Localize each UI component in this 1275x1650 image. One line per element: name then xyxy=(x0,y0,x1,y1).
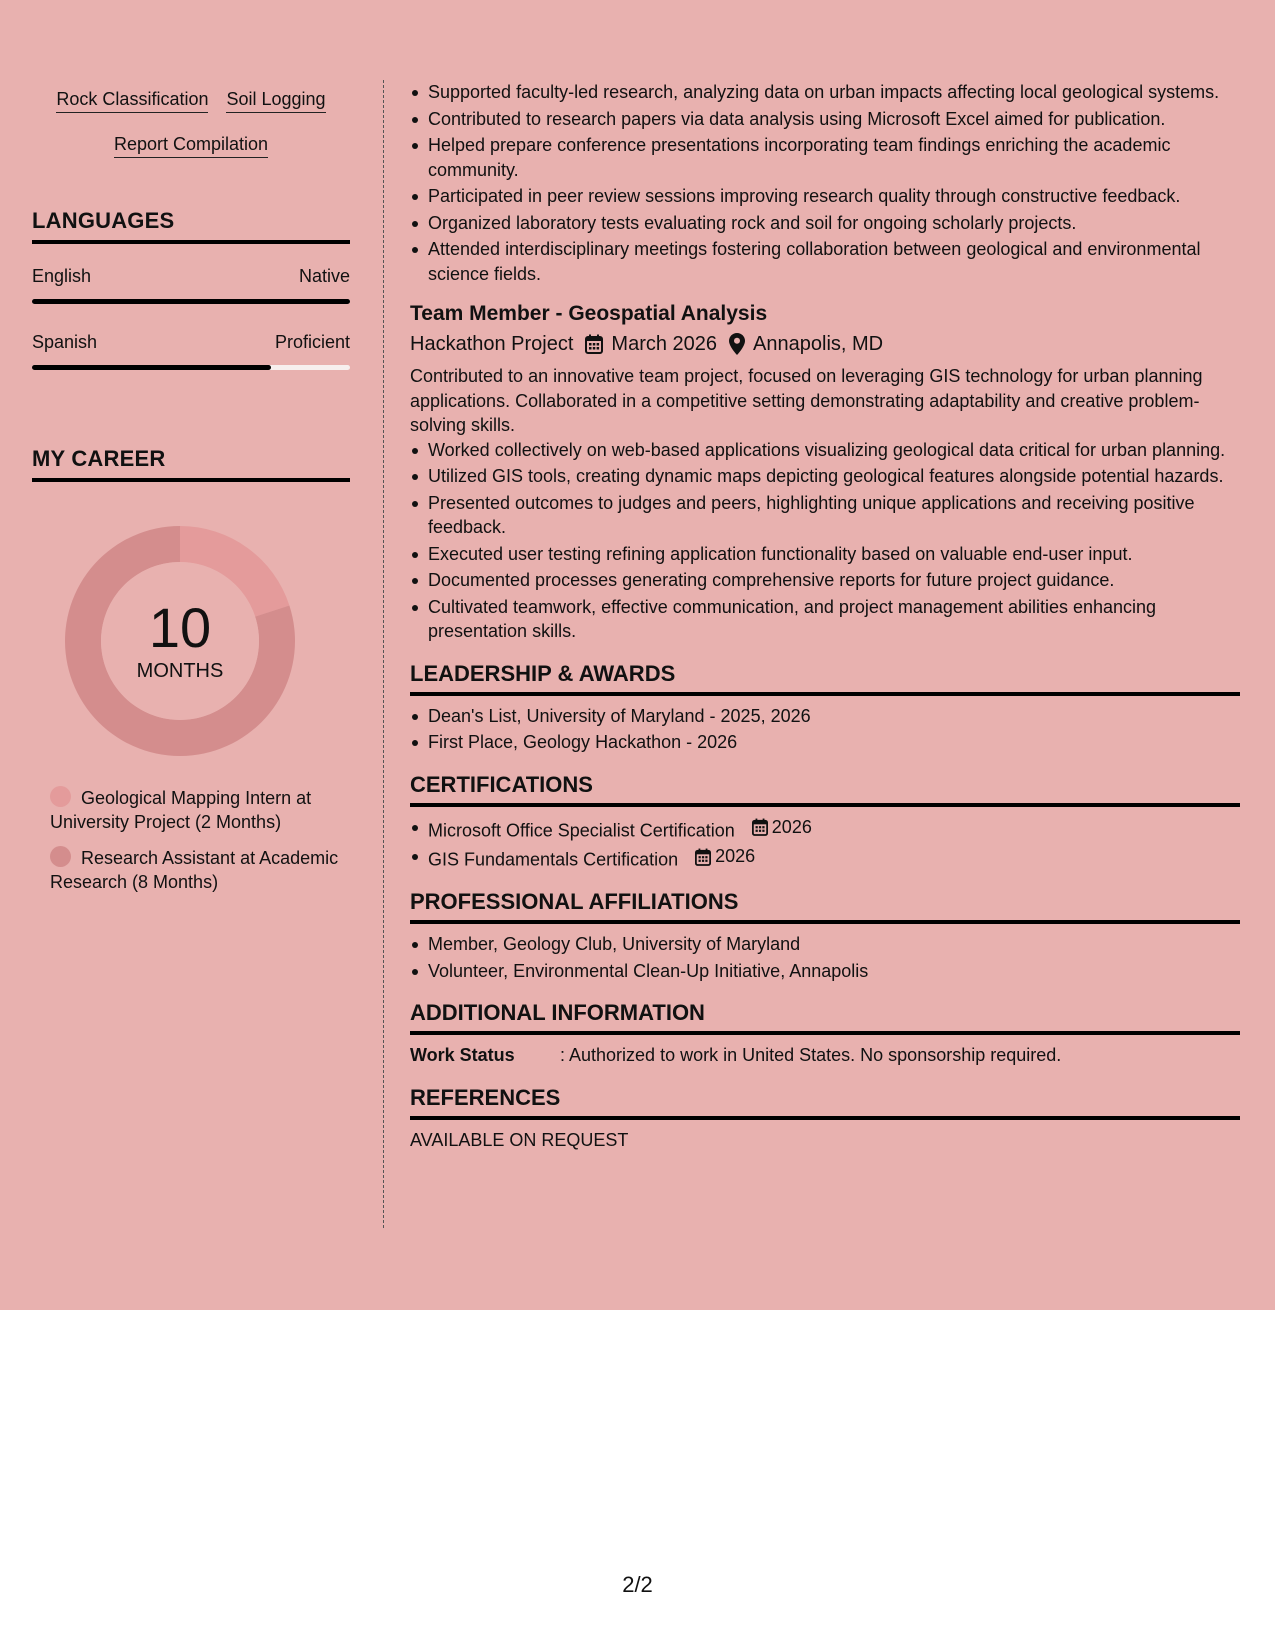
career-total-unit: MONTHS xyxy=(136,660,224,682)
work-status-key: Work Status xyxy=(410,1045,515,1065)
language-name: English xyxy=(32,266,92,286)
language-bar-fill xyxy=(32,299,350,304)
page-number: 2/2 xyxy=(622,1572,653,1597)
location-pin-icon xyxy=(729,333,745,355)
job-title: Team Member - Geospatial Analysis xyxy=(410,302,768,325)
job-meta xyxy=(410,330,1240,358)
language-bar-fill xyxy=(32,365,271,370)
calendar-icon xyxy=(695,848,711,866)
job-description: Contributed to an innovative team project, focused on leveraging GIS technology for urban planning applications. Collaborated in a competitive setting demonstrating adaptability and creative problem-solving skills. xyxy=(410,366,1203,435)
language-level: Proficient xyxy=(274,332,350,352)
bullet-item: Presented outcomes to judges and peers, highlighting unique applications and receiving positive feedback. xyxy=(410,491,1240,540)
bullet-item: Volunteer, Environmental Clean-Up Initiative, Annapolis xyxy=(410,959,1240,984)
references-title: REFERENCES xyxy=(410,1084,1240,1120)
certification-year-text: 2026 xyxy=(715,846,756,867)
legend-dot xyxy=(50,846,71,867)
career-donut xyxy=(65,526,295,756)
certification-item xyxy=(410,815,1240,843)
left-column xyxy=(32,78,350,906)
additional-info-title: ADDITIONAL INFORMATION xyxy=(410,999,1240,1035)
bullet-item: Cultivated teamwork, effective communication, and project management abilities enhancing presentation skills. xyxy=(410,595,1240,644)
right-column xyxy=(410,80,1240,1152)
legend-item xyxy=(50,786,340,834)
career-total-number: 10 xyxy=(148,596,212,659)
languages-section xyxy=(32,208,350,370)
job-date: March 2026 xyxy=(611,333,718,355)
certification-year xyxy=(752,815,812,840)
bullet-item: Attended interdisciplinary meetings fostering collaboration between geological and environmental science fields. xyxy=(410,237,1240,286)
languages-title: LANGUAGES xyxy=(32,208,350,244)
bullet-item: Documented processes generating comprehensive reports for future project guidance. xyxy=(410,568,1240,593)
references-text: AVAILABLE ON REQUEST xyxy=(410,1129,629,1150)
skill-tag: Rock Classification xyxy=(56,88,208,113)
work-status-value: : Authorized to work in United States. No sponsorship required. xyxy=(560,1045,1062,1065)
certification-item xyxy=(410,844,1240,872)
language-bar xyxy=(32,365,350,370)
legend-item xyxy=(50,846,340,894)
bullet-item: Contributed to research papers via data analysis using Microsoft Excel aimed for publication. xyxy=(410,107,1240,132)
bullet-item: First Place, Geology Hackathon - 2026 xyxy=(410,730,1240,755)
calendar-icon xyxy=(585,334,603,354)
calendar-icon xyxy=(752,818,768,836)
affiliations-title: PROFESSIONAL AFFILIATIONS xyxy=(410,888,1240,924)
column-divider xyxy=(383,80,384,1228)
affiliations-section xyxy=(410,888,1240,983)
language-row xyxy=(32,332,350,370)
bullet-item: Organized laboratory tests evaluating rock and soil for ongoing scholarly projects. xyxy=(410,211,1240,236)
skills-list xyxy=(32,78,350,158)
job-location: Annapolis, MD xyxy=(753,333,884,355)
career-legend xyxy=(50,786,340,894)
language-name: Spanish xyxy=(32,332,98,352)
legend-dot xyxy=(50,786,71,807)
career-section xyxy=(32,446,350,894)
job-bullets xyxy=(410,438,1240,644)
certifications-section xyxy=(410,771,1240,873)
bullet-item: Member, Geology Club, University of Maryland xyxy=(410,932,1240,957)
bullet-item: Executed user testing refining application functionality based on valuable end-user input. xyxy=(410,542,1240,567)
bullet-item: Supported faculty-led research, analyzing data on urban impacts affecting local geological systems. xyxy=(410,80,1240,105)
bullet-item: Helped prepare conference presentations incorporating team findings enriching the academic community. xyxy=(410,133,1240,182)
bullet-item: Dean's List, University of Maryland - 2025, 2026 xyxy=(410,704,1240,729)
bullet-item: Worked collectively on web-based applications visualizing geological data critical for urban planning. xyxy=(410,438,1240,463)
certification-name: Microsoft Office Specialist Certification xyxy=(428,819,735,840)
skill-tag: Report Compilation xyxy=(114,133,268,158)
language-level: Native xyxy=(298,266,350,286)
legend-label: Geological Mapping Intern at University Project (2 Months) xyxy=(50,788,312,832)
career-title: MY CAREER xyxy=(32,446,350,482)
skill-tag: Soil Logging xyxy=(226,88,325,113)
legend-label: Research Assistant at Academic Research (8 Months) xyxy=(50,848,339,892)
language-bar xyxy=(32,299,350,304)
work-status-row xyxy=(410,1043,1240,1068)
certification-year xyxy=(695,844,755,869)
leadership-section xyxy=(410,660,1240,755)
certification-name: GIS Fundamentals Certification xyxy=(428,849,679,870)
references-section xyxy=(410,1084,1240,1153)
additional-info-section xyxy=(410,999,1240,1068)
certification-year-text: 2026 xyxy=(771,816,812,837)
job-org: Hackathon Project xyxy=(410,333,574,355)
leadership-title: LEADERSHIP & AWARDS xyxy=(410,660,1240,696)
bullet-item: Participated in peer review sessions improving research quality through constructive feedback. xyxy=(410,184,1240,209)
language-row xyxy=(32,266,350,304)
previous-job-bullets xyxy=(410,80,1240,286)
bullet-item: Utilized GIS tools, creating dynamic maps depicting geological features alongside potential hazards. xyxy=(410,464,1240,489)
certifications-title: CERTIFICATIONS xyxy=(410,771,1240,807)
